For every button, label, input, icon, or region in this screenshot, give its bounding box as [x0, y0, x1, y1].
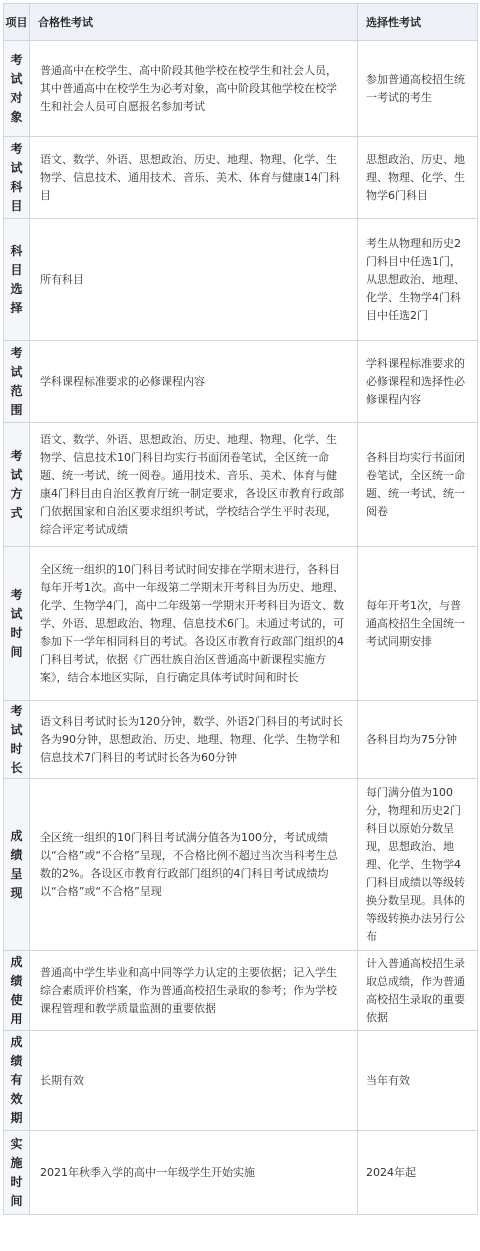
- qualifying-cell: 语文科目考试时长为120分钟，数学、外语2门科目的考试时长各为90分钟，思想政治、历史、地理、物理、化学、生物学和信息技术7门科目的考试时长各为60分钟: [30, 701, 358, 779]
- qualifying-cell: 语文、数学、外语、思想政治、历史、地理、物理、化学、生物学、信息技术10门科目均实行书面闭卷笔试，全区统一命题、统一考试、统一阅卷。通用技术、音乐、美术、体育与健康4门科目由自治区教育厅统一制定要求，各设区市教育行政部门依据国家和自治区要求组织考试，学校结合学生平时表现，综合评定考试成绩: [30, 423, 358, 547]
- qualifying-cell: 普通高中在校学生、高中阶段其他学校在校学生和社会人员，其中普通高中在校学生为必考对象，高中阶段其他学校在校学生和社会人员可自愿报名参加考试: [30, 41, 358, 137]
- selective-cell: 计入普通高校招生录取总成绩，作为普通高校招生录取的重要依据: [358, 951, 478, 1031]
- selective-cell: 2024年起: [358, 1131, 478, 1215]
- selective-cell: 当年有效: [358, 1031, 478, 1131]
- row-label: 实施时间: [4, 1131, 30, 1215]
- qualifying-cell: 2021年秋季入学的高中一年级学生开始实施: [30, 1131, 358, 1215]
- header-item: 项目: [4, 4, 30, 41]
- qualifying-cell: 普通高中学生毕业和高中同等学力认定的主要依据；记入学生综合素质评价档案，作为普通高校招生录取的参考；作为学校课程管理和教学质量监测的重要依据: [30, 951, 358, 1031]
- selective-cell: 各科目均实行书面闭卷笔试，全区统一命题、统一考试、统一阅卷: [358, 423, 478, 547]
- row-label: 考试对象: [4, 41, 30, 137]
- row-label: 考试时间: [4, 547, 30, 701]
- qualifying-cell: 学科课程标准要求的必修课程内容: [30, 341, 358, 423]
- header-selective-exam: 选择性考试: [358, 4, 478, 41]
- table-row: [4, 701, 478, 779]
- header-qualifying-exam: 合格性考试: [30, 4, 358, 41]
- table-row: [4, 219, 478, 341]
- table-row: [4, 779, 478, 951]
- table-row: [4, 1031, 478, 1131]
- selective-cell: 各科目均为75分钟: [358, 701, 478, 779]
- selective-cell: 学科课程标准要求的必修课程和选择性必修课程内容: [358, 341, 478, 423]
- table-row: [4, 423, 478, 547]
- exam-comparison-table: [3, 3, 478, 1215]
- row-label: 成绩有效期: [4, 1031, 30, 1131]
- table-header-row: [4, 4, 478, 41]
- row-label: 考试方式: [4, 423, 30, 547]
- selective-cell: 参加普通高校招生统一考试的考生: [358, 41, 478, 137]
- row-label: 成绩使用: [4, 951, 30, 1031]
- qualifying-cell: 全区统一组织的10门科目考试满分值各为100分，考试成绩以“合格”或“不合格”呈现，不合格比例不超过当次当科考生总数的2%。各设区市教育行政部门组织的4门科目考试成绩均以“合格”或“不合格”呈现: [30, 779, 358, 951]
- table-row: [4, 1131, 478, 1215]
- selective-cell: 每门满分值为100分，物理和历史2门科目以原始分数呈现，思想政治、地理、化学、生物学4门科目成绩以等级转换分数呈现。具体的等级转换办法另行公布: [358, 779, 478, 951]
- row-label: 考试科目: [4, 137, 30, 219]
- table-row: [4, 951, 478, 1031]
- table-row: [4, 41, 478, 137]
- qualifying-cell: 长期有效: [30, 1031, 358, 1131]
- selective-cell: 思想政治、历史、地理、物理、化学、生物学6门科目: [358, 137, 478, 219]
- table-row: [4, 341, 478, 423]
- qualifying-cell: 所有科目: [30, 219, 358, 341]
- row-label: 考试范围: [4, 341, 30, 423]
- selective-cell: 考生从物理和历史2门科目中任选1门，从思想政治、地理、化学、生物学4门科目中任选2门: [358, 219, 478, 341]
- selective-cell: 每年开考1次，与普通高校招生全国统一考试同期安排: [358, 547, 478, 701]
- qualifying-cell: 全区统一组织的10门科目考试时间安排在学期末进行，各科目每年开考1次。高中一年级第二学期末开考科目为历史、地理、化学、生物学4门，高中二年级第一学期末开考科目为语文、数学、外语、思想政治、物理、信息技术6门。未通过考试的，可参加下一学年相同科目的考试。各设区市教育行政部门组织的4门科目考试，依据《广西壮族自治区普通高中新课程实施方案》，结合本地区实际，自行确定具体考试时间和时长: [30, 547, 358, 701]
- qualifying-cell: 语文、数学、外语、思想政治、历史、地理、物理、化学、生物学、信息技术、通用技术、音乐、美术、体育与健康14门科目: [30, 137, 358, 219]
- row-label: 科目选择: [4, 219, 30, 341]
- table-row: [4, 137, 478, 219]
- row-label: 考试时长: [4, 701, 30, 779]
- table-row: [4, 547, 478, 701]
- row-label: 成绩呈现: [4, 779, 30, 951]
